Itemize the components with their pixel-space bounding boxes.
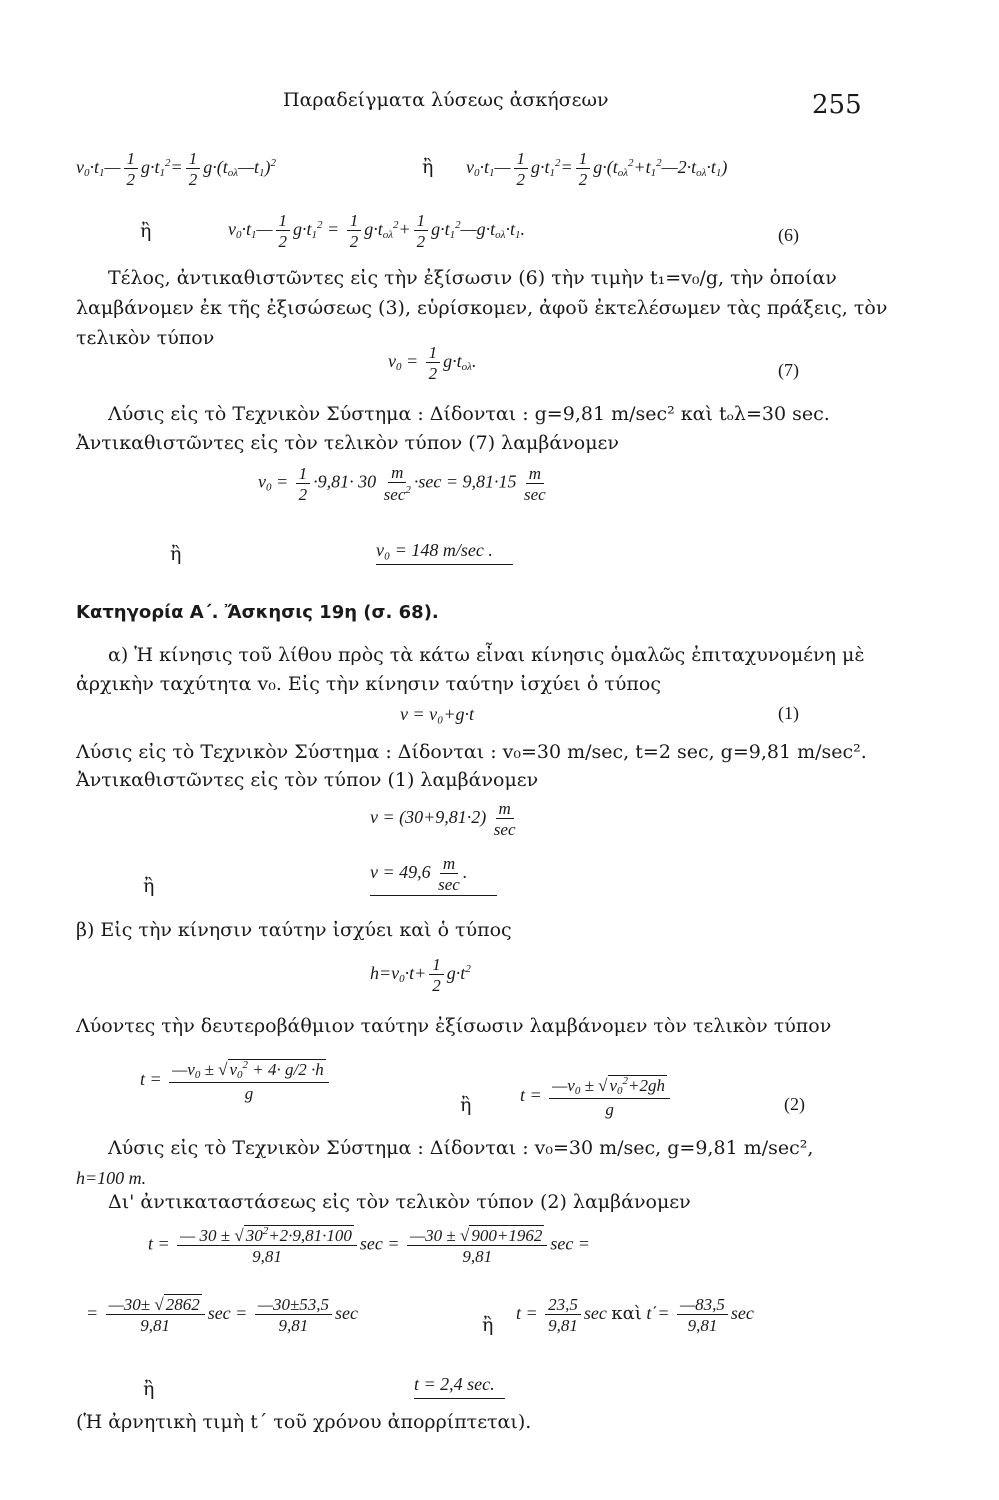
- quadratic-line: Λύοντες τὴν δευτεροβάθμιον ταύτην ἐξίσωσιν λαμβάνομεν τὸν τελικὸν τύπον: [76, 1015, 832, 1037]
- equation-line-1: $v_0\cdot t_1—$ $\frac{1}{2}$ $g\cdot t_1^2=$ $\frac{1}{2}$ $g\cdot(t_{o\lambda}—t_1)^2$: [76, 149, 276, 189]
- velocity-calculation: v = (30+9,81·2) $\frac{m}{\sec}$: [370, 799, 516, 839]
- v0-result: v₀ = 148 m/sec .: [376, 538, 513, 565]
- solution-line: Λύσις εἰς τὸ Τεχνικὸν Σύστημα : Δίδονται : g=9,81 m/sec² καὶ tₒλ=30 sec.: [108, 403, 830, 425]
- or-word: ἢ: [482, 1314, 494, 1336]
- page-header-title: Παραδείγματα λύσεως ἀσκήσεων: [283, 89, 609, 111]
- page-number: 255: [812, 90, 862, 120]
- equation-7-label: (7): [778, 360, 799, 380]
- paragraph-telos-line-3: τελικὸν τύπον: [76, 327, 215, 349]
- substitute-1: Ἀντικαθιστῶντες εἰς τὸν τύπον (1) λαμβάνομεν: [76, 769, 539, 791]
- time-calculation-2: = $\frac{—30\pm √ 2862}{9,81}$ sec = $\frac{—30\pm 53,5}{9,81}$ sec: [86, 1295, 359, 1335]
- equation-line-1b: $v_0\cdot t_1—$ $\frac{1}{2}$ $g\cdot t_1^2=$ $\frac{1}{2}$ $g\cdot(t_{o\lambda}^2+t_1^2—2\cdot t_{o\lambda}\cdot t_1)$: [466, 149, 728, 189]
- equation-1: v = v₀+g·t: [400, 704, 475, 724]
- footnote: (Ἡ ἀρνητικὴ τιμὴ t΄ τοῦ χρόνου ἀπορρίπτεται).: [76, 1411, 532, 1433]
- category-heading: Κατηγορία Α΄. Ἄσκησις 19η (σ. 68).: [76, 602, 439, 623]
- solution-1: Λύσις εἰς τὸ Τεχνικὸν Σύστημα : Δίδονται : v₀=30 m/sec, t=2 sec, g=9,81 m/sec².: [76, 741, 867, 763]
- equation-1-label: (1): [778, 703, 799, 723]
- or-word: ἢ: [140, 220, 152, 242]
- time-calculation-1: t = $\frac{— 30 \pm √ 30^2+2\cdot 9,81\cdot 100}{9,81}$ sec = $\frac{—30 \pm √ 900+1962}{9,81}$ sec =: [148, 1225, 590, 1266]
- or-word: ἢ: [422, 156, 434, 178]
- time-calculation-3: t = $\frac{23,5}{9,81}$ sec καὶ t΄= $\frac{—83,5}{9,81}$ sec: [516, 1295, 754, 1335]
- v0-calculation: $v_0$ = $\frac{1}{2}$ ·9,81· 30 $\frac{m}{\sec^2}$ ·sec = 9,81·15 $\frac{m}{\sec}$: [258, 463, 546, 504]
- paragraph-a-line-2: ἀρχικὴν ταχύτητα v₀. Εἰς τὴν κίνησιν ταύτην ἰσχύει ὁ τύπος: [76, 673, 661, 695]
- substitute-line: Ἀντικαθιστῶντες εἰς τὸν τελικὸν τύπον (7) λαμβάνομεν: [76, 432, 619, 454]
- solution-2-line-2: h=100 m.: [76, 1168, 147, 1188]
- or-word: ἢ: [143, 1378, 155, 1400]
- time-formula-2: t = $\frac{—v_0 \pm √ v_0^2+2gh}{g}$: [520, 1076, 673, 1118]
- equation-6: $v_0\cdot t_1—$ $\frac{1}{2}$ $g\cdot t_1^2$ = $\frac{1}{2}$ $g\cdot t_{o\lambda}^2+$ $\frac{1}{2}$ $g\cdot t_1^2—g\cdot t_{o\lambda}\cdot t_1$.: [228, 211, 525, 251]
- final-time-result: t = 2,4 sec.: [414, 1372, 505, 1399]
- paragraph-telos-line-2: λαμβάνομεν ἐκ τῆς ἐξισώσεως (3), εὑρίσκομεν, ἀφοῦ ἐκτελέσωμεν τὰς πράξεις, τὸν: [76, 297, 888, 319]
- substitute-2: Δι' ἀντικαταστάσεως εἰς τὸν τελικὸν τύπον (2) λαμβάνομεν: [108, 1191, 691, 1213]
- velocity-result: v = 49,6 $\frac{m}{\sec}$ .: [370, 855, 497, 896]
- paragraph-telos-line-1: Τέλος, ἀντικαθιστῶντες εἰς τὴν ἐξίσωσιν (6) τὴν τιμὴν t₁=v₀/g, τὴν ὁποίαν: [108, 267, 837, 289]
- paragraph-a-line-1: α) Ἡ κίνησις τοῦ λίθου πρὸς τὰ κάτω εἶναι κίνησις ὁμαλῶς ἐπιταχυνομένη μὲ: [108, 644, 865, 666]
- solution-2-line-1: Λύσις εἰς τὸ Τεχνικὸν Σύστημα : Δίδονται : v₀=30 m/sec, g=9,81 m/sec²,: [108, 1137, 814, 1159]
- equation-6-label: (6): [778, 225, 799, 245]
- or-word: ἢ: [143, 875, 155, 897]
- or-word: ἢ: [170, 543, 182, 565]
- height-equation: $h=v_0\cdot t+$ $\frac{1}{2}$ $g\cdot t^2$: [370, 955, 471, 995]
- paragraph-b: β) Εἰς τὴν κίνησιν ταύτην ἰσχύει καὶ ὁ τύπος: [76, 919, 512, 941]
- equation-7: $v_0$ = $\frac{1}{2}$ $g\cdot t_{o\lambda}$.: [388, 343, 477, 383]
- time-formula-1: t = $\frac{—v_0 \pm √ v_0^2 + 4\cdot g/2 \cdot h}{g}$: [140, 1060, 332, 1102]
- equation-2-label: (2): [784, 1094, 805, 1114]
- or-word: ἢ: [460, 1094, 472, 1116]
